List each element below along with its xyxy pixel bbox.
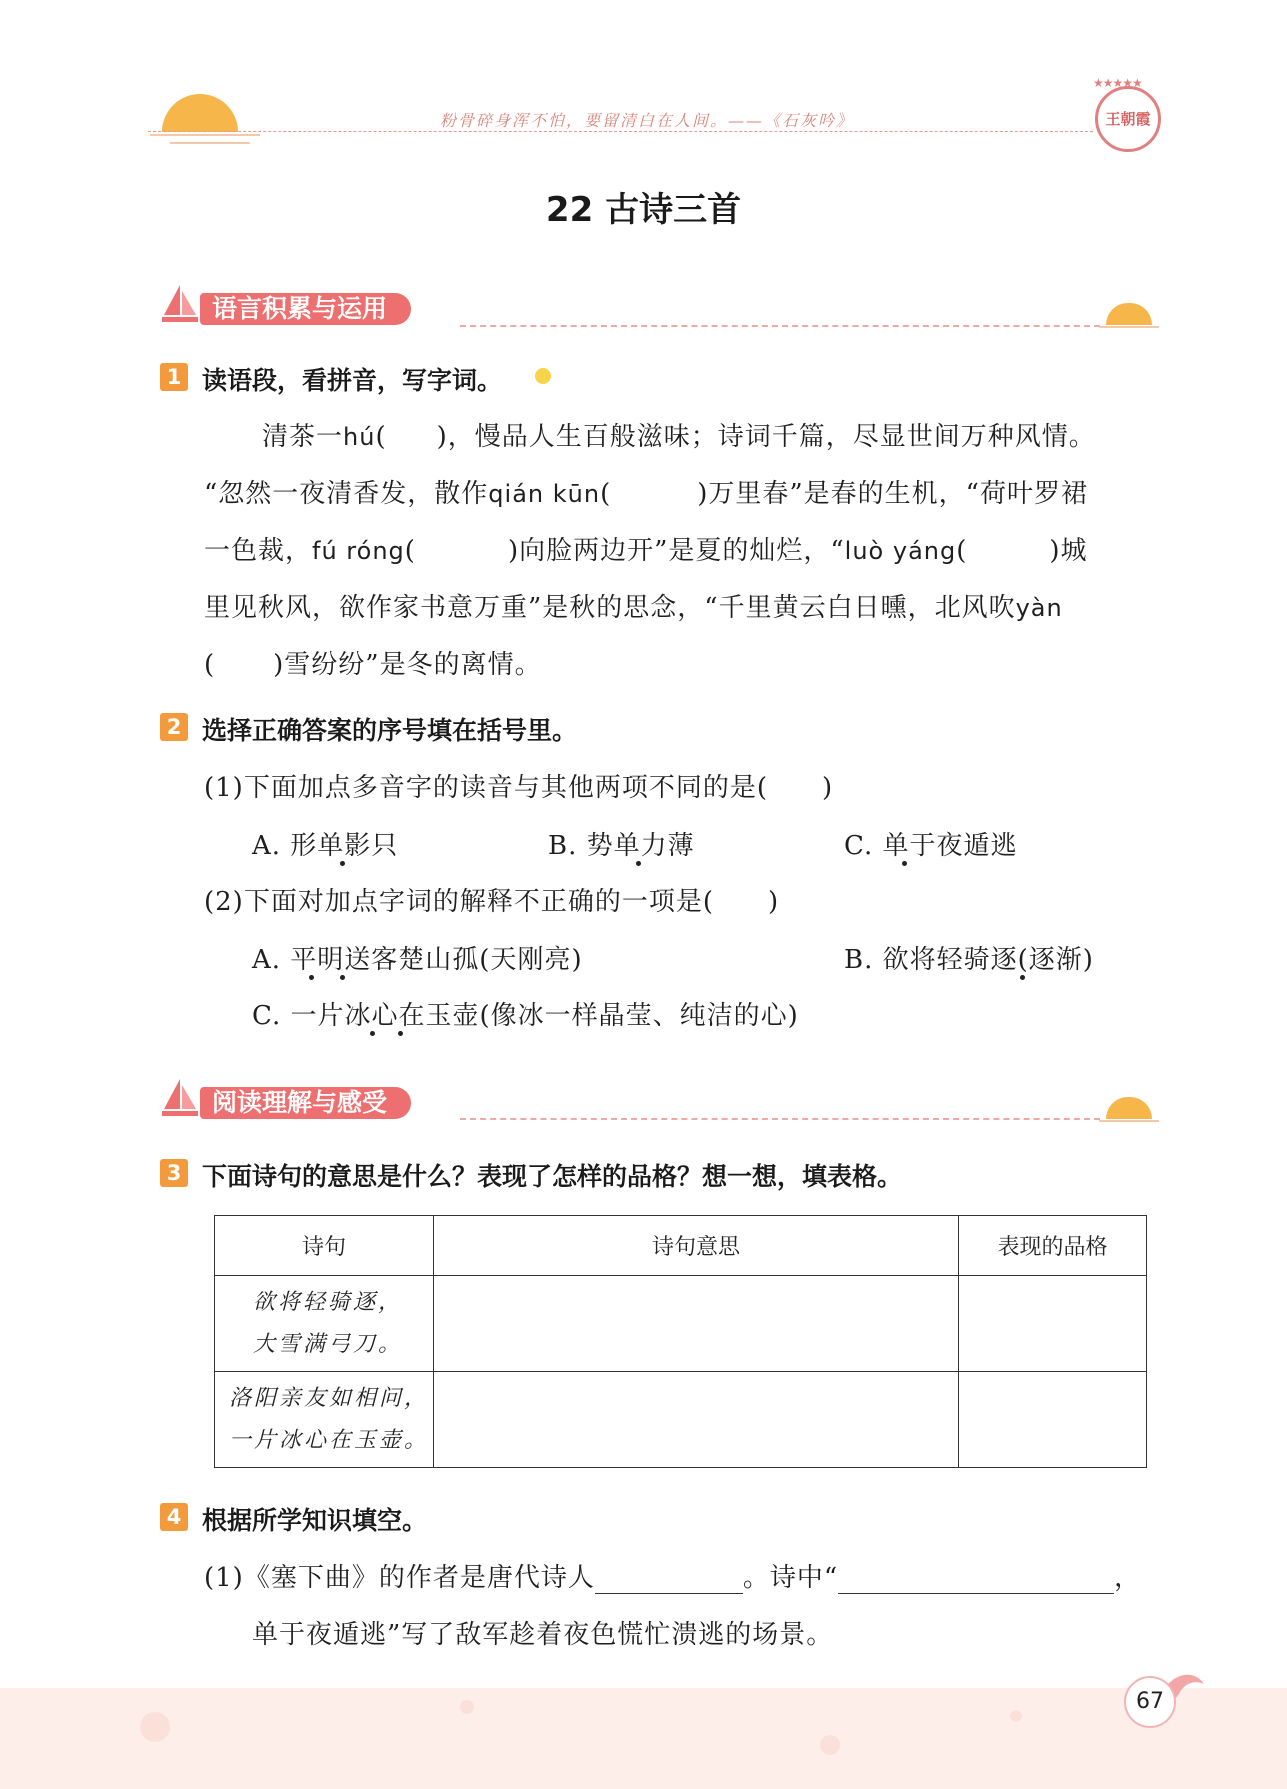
meaning-answer-cell[interactable] [434,1372,959,1468]
passage-line: 里见秋风，欲作家书意万重”是秋的思念，“千里黄云白日曛，北风吹yàn [204,593,1063,623]
passage-line: “忽然一夜清香发，散作qián kūn( )万里春”是春的生机，“荷叶罗裙 [204,479,1088,509]
subquestion: (2)下面对加点字词的解释不正确的一项是( ) [204,887,780,917]
emphasis-dot [309,975,314,980]
mini-sun-icon [1106,303,1152,325]
page-title: 22 古诗三首 [545,190,742,230]
emphasis-dot [398,1031,403,1036]
poem-cell [215,1372,434,1468]
lightbulb-icon [535,368,551,384]
question-number: 2 [160,713,188,741]
emphasis-dot [340,975,345,980]
question-number: 4 [160,1503,188,1531]
answer-table [214,1215,1147,1468]
option-c: C. 单于夜遁逃 [844,831,1018,861]
emphasis-dot [636,861,641,866]
decor-line [170,142,250,144]
section-rule [460,1118,1100,1120]
section-banner-1 [160,289,450,327]
section-banner-2 [160,1083,450,1121]
question-heading: 读语段，看拼音，写字词。 [202,366,503,395]
decor-line [1099,326,1159,328]
fill-in-line: 单于夜遁逃”写了敌军趁着夜色慌忙溃逃的场景。 [252,1620,834,1650]
decor-line [150,134,260,136]
option-b: B. 欲将轻骑逐(逐渐) [844,945,1094,975]
column-header: 表现的品格 [959,1216,1147,1276]
header-motto: 粉骨碎身浑不怕，要留清白在人间。——《石灰吟》 [440,111,855,130]
section-title: 语言积累与运用 [200,293,411,325]
footer-background [0,1688,1287,1789]
emphasis-dot [340,861,345,866]
section-title: 阅读理解与感受 [200,1087,411,1119]
poem-line: 一片冰心在玉壶。 [229,1427,430,1453]
answer-blank[interactable] [838,1563,1114,1594]
table-header-row [215,1216,1147,1276]
column-header: 诗句 [215,1216,434,1276]
sailboat-icon [160,1077,200,1121]
question-number: 3 [160,1159,188,1187]
question-heading: 根据所学知识填空。 [202,1506,428,1535]
character-answer-cell[interactable] [959,1276,1147,1372]
option-a: A. 形单影只 [252,831,399,861]
sunset-decoration [162,94,238,132]
passage-line: 清茶一hú( )，慢品人生百般滋味；诗词千篇，尽显世间万种风情。 [262,422,1096,452]
question-heading: 下面诗句的意思是什么？表现了怎样的品格？想一想，填表格。 [202,1162,903,1191]
option-a: A. 平明送客楚山孤(天刚亮) [252,945,583,975]
bubble-decoration [140,1712,170,1742]
answer-blank[interactable] [595,1563,743,1594]
decor-line [1099,1120,1159,1122]
table-row [215,1276,1147,1372]
fill-in-line: (1)《塞下曲》的作者是唐代诗人 。诗中“ ， [204,1563,1142,1593]
poem-line: 大雪满弓刀。 [253,1331,404,1357]
stamp-stars-icon: ★★★★★ [1093,76,1142,90]
emphasis-dot [370,1031,375,1036]
subquestion: (1)下面加点多音字的读音与其他两项不同的是( ) [204,773,834,803]
option-b: B. 势单力薄 [548,831,695,861]
passage-line: ( )雪纷纷”是冬的离情。 [204,650,542,680]
poem-line: 洛阳亲友如相问， [229,1385,430,1411]
bubble-decoration [460,1700,474,1714]
passage-line: 一色裁，fú róng( )向脸两边开”是夏的灿烂，“luò yáng( )城 [204,536,1088,566]
sailboat-icon [160,283,200,327]
section-rule [460,325,1100,327]
brand-stamp-logo: 王朝霞 [1095,86,1161,152]
option-c: C. 一片冰心在玉壶(像冰一样晶莹、纯洁的心) [252,1001,799,1031]
bubble-decoration [1010,1710,1022,1722]
question-number: 1 [160,363,188,391]
mini-sun-icon [1106,1097,1152,1119]
bubble-decoration [820,1735,840,1755]
question-heading: 选择正确答案的序号填在括号里。 [202,716,578,745]
emphasis-dot [1020,975,1025,980]
table-row [215,1372,1147,1468]
character-answer-cell[interactable] [959,1372,1147,1468]
meaning-answer-cell[interactable] [434,1276,959,1372]
poem-line: 欲将轻骑逐， [253,1289,404,1315]
page-number: 67 [1124,1676,1176,1728]
emphasis-dot [902,861,907,866]
column-header: 诗句意思 [434,1216,959,1276]
poem-cell [215,1276,434,1372]
header-rule [148,131,1093,132]
